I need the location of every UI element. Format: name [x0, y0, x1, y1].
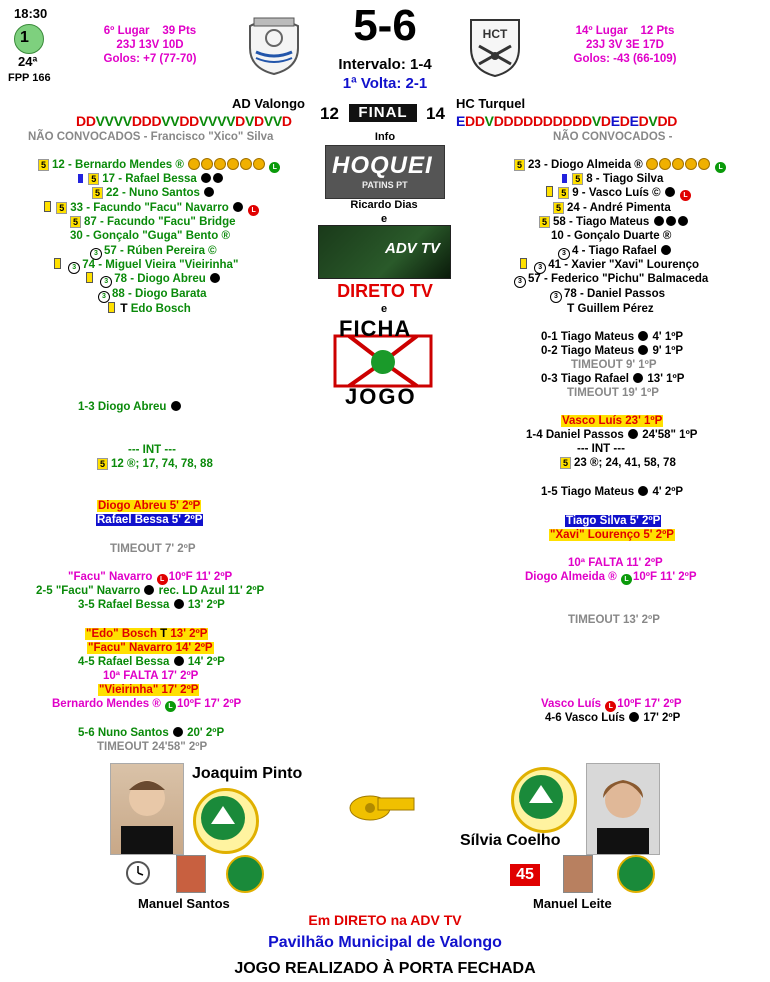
away-record: 23J 3V 3E 17D: [585, 39, 664, 51]
goal-ball-icon: [633, 373, 643, 383]
form-letter: V: [113, 113, 123, 129]
yellow-card-icon: [546, 186, 553, 197]
form-letter: D: [76, 113, 86, 129]
shot-clock-value: 45: [516, 866, 534, 883]
home-not-called: NÃO CONVOCADOS - Francisco "Xico" Silva: [28, 131, 274, 143]
away-stats: [545, 24, 705, 66]
form-letter: V: [226, 113, 236, 129]
three-circle-icon: 3: [514, 276, 526, 288]
home-player-88[interactable]: 3 88 - Diogo Barata: [96, 287, 207, 303]
green-l-icon: L: [621, 574, 632, 585]
official-badge-2: [617, 855, 655, 893]
three-circle-icon: 3: [534, 262, 546, 274]
coach-t-icon: T: [567, 301, 575, 315]
home-player-33[interactable]: 5 33 - Facundo "Facu" Navarro L: [44, 201, 260, 216]
referee-photo-1: [110, 763, 184, 855]
goal-ball-icon: [678, 216, 688, 226]
goal-ball-icon: [638, 486, 648, 496]
away-player-57[interactable]: 3 57 - Federico "Pichu" Balmaceda: [512, 272, 708, 288]
form-letter: D: [667, 113, 678, 129]
home-player-74[interactable]: 3 74 - Miguel Vieira "Vieirinha": [54, 258, 238, 274]
event-home-int-players: 5 12 ®; 17, 74, 78, 88: [97, 457, 213, 471]
patins-text: PATINS PT: [362, 180, 408, 190]
green-l-icon: L: [269, 162, 280, 173]
five-badge: 5: [70, 216, 81, 228]
goal-ball-icon: [174, 656, 184, 666]
form-letter: E: [610, 113, 620, 129]
goal-ball-icon: [654, 216, 664, 226]
credit-and-1: e: [380, 213, 388, 225]
form-letter: D: [254, 113, 264, 129]
home-player-count: 12: [320, 104, 339, 123]
away-position: 14º Lugar: [575, 25, 628, 37]
official-badge-1: [226, 855, 264, 893]
referee-badge-2: [511, 767, 577, 833]
event-home-timeout-24: TIMEOUT 24'58" 2ºP: [97, 741, 208, 753]
form-letter: V: [208, 113, 218, 129]
home-position: 6º Lugar: [103, 25, 150, 37]
adv-tv-text: ADV TV: [384, 240, 440, 257]
score: 5-6: [353, 1, 417, 50]
event-away-1-5: 1-5 Tiago Mateus 4' 2ºP: [541, 486, 684, 498]
hoquei-text: HOQUEI: [332, 152, 433, 179]
form-letter: V: [170, 113, 180, 129]
form-letter: D: [503, 113, 514, 129]
green-l-icon: L: [715, 162, 726, 173]
footer-venue: Pavilhão Municipal de Valongo: [268, 934, 502, 951]
home-coach[interactable]: T Edo Bosch: [108, 301, 191, 316]
five-badge: 5: [558, 187, 569, 199]
yellow-card-icon: [520, 258, 527, 269]
form-letter: V: [161, 113, 171, 129]
form-letter: D: [542, 113, 553, 129]
form-letter: D: [552, 113, 563, 129]
event-home-2-5: 2-5 "Facu" Navarro rec. LD Azul 11' 2ºP: [36, 585, 265, 597]
goal-ball-icon: [213, 173, 223, 183]
form-letter: D: [179, 113, 190, 129]
event-home-int: --- INT ---: [128, 444, 176, 456]
event-away-card-silva: Tiago Silva 5' 2ºP: [566, 515, 661, 527]
goal-ball-icon: [629, 712, 639, 722]
away-points: 12 Pts: [640, 25, 675, 37]
form-letter: D: [523, 113, 533, 129]
form-letter: D: [465, 113, 475, 129]
gold-ball-icon: [227, 158, 239, 170]
gold-ball-icon: [659, 158, 671, 170]
goal-ball-icon: [201, 173, 211, 183]
event-away-0-2: 0-2 Tiago Mateus 9' 1ºP: [541, 345, 684, 357]
three-circle-icon: 3: [98, 291, 110, 303]
form-letter: V: [648, 113, 658, 129]
clock-icon: [125, 860, 151, 889]
three-circle-icon: 3: [558, 248, 570, 260]
gold-ball-icon: [253, 158, 265, 170]
form-letter: V: [484, 113, 494, 129]
five-badge: 5: [572, 173, 583, 185]
event-home-edo: "Edo" Bosch T 13' 2ºP: [86, 628, 208, 640]
event-away-card-xavi: "Xavi" Lourenço 5' 2ºP: [550, 529, 674, 541]
form-letter: D: [141, 113, 152, 129]
form-letter: D: [532, 113, 543, 129]
event-home-1-3: 1-3 Diogo Abreu: [78, 400, 182, 414]
footer-closed-doors: JOGO REALIZADO À PORTA FECHADA: [234, 960, 536, 977]
official-photo-1: [176, 855, 206, 893]
event-away-0-1: 0-1 Tiago Mateus 4' 1ºP: [541, 331, 684, 343]
event-away-int: --- INT ---: [577, 443, 625, 455]
away-player-23[interactable]: 5 23 - Diogo Almeida ® L: [514, 158, 727, 173]
goal-ball-icon: [628, 429, 638, 439]
event-home-card-bessa: Rafael Bessa 5' 2ºP: [97, 514, 203, 526]
three-circle-icon: 3: [90, 248, 102, 260]
gold-ball-icon: [646, 158, 658, 170]
halftime-score: Intervalo: 1-4: [338, 56, 432, 73]
form-letter: E: [456, 113, 466, 129]
yellow-card-icon: [86, 272, 93, 283]
home-goals: Golos: +7 (77-70): [103, 53, 197, 65]
goal-ball-icon: [233, 202, 243, 212]
away-crest: [465, 12, 525, 78]
form-letter: V: [591, 113, 601, 129]
event-away-1-4: 1-4 Daniel Passos 24'58" 1ºP: [526, 429, 698, 441]
gold-ball-icon: [685, 158, 697, 170]
first-leg-score: 1ª Volta: 2-1: [342, 75, 428, 92]
away-player-24[interactable]: 5 24 - André Pimenta: [553, 201, 671, 215]
event-home-facu-10f: "Facu" Navarro L 10ºF 11' 2ºP: [68, 571, 233, 583]
home-team-name: AD Valongo: [232, 96, 305, 111]
goal-ball-icon: [210, 273, 220, 283]
home-player-78[interactable]: 3 78 - Diogo Abreu: [86, 272, 221, 288]
yellow-card-icon: [44, 201, 51, 212]
away-not-called: NÃO CONVOCADOS -: [553, 131, 673, 143]
round-number: 1: [20, 29, 29, 46]
form-letter: D: [582, 113, 592, 129]
gold-ball-icon: [672, 158, 684, 170]
ficha-text: FICHA: [339, 316, 412, 341]
referee-badge-1: [193, 788, 259, 854]
home-player-12[interactable]: 5 12 - Bernardo Mendes ® L: [38, 158, 281, 173]
form-letter: V: [95, 113, 105, 129]
gold-ball-icon: [698, 158, 710, 170]
form-letter: D: [131, 113, 142, 129]
form-letter: D: [513, 113, 524, 129]
form-letter: V: [263, 113, 273, 129]
form-letter: D: [657, 113, 668, 129]
gold-ball-icon: [214, 158, 226, 170]
gold-ball-icon: [240, 158, 252, 170]
whistle-icon: [348, 790, 418, 825]
event-home-bernardo: Bernardo Mendes ® L 10ºF 17' 2ºP: [52, 698, 242, 710]
hoquei-patins-logo[interactable]: [325, 145, 445, 199]
three-circle-icon: 3: [550, 291, 562, 303]
yellow-card-icon: [54, 258, 61, 269]
event-home-facu-14: "Facu" Navarro 14' 2ºP: [88, 642, 213, 654]
info-label: Info: [374, 131, 396, 143]
five-badge: 5: [38, 159, 49, 171]
form-letter: D: [85, 113, 96, 129]
coach-t-icon: T: [160, 628, 168, 640]
form-letter: D: [235, 113, 245, 129]
form-letter: V: [272, 113, 282, 129]
fpp-code: FPP 166: [8, 72, 51, 84]
goal-ball-icon: [173, 727, 183, 737]
five-badge: 5: [539, 216, 550, 228]
away-player-58[interactable]: 5 58 - Tiago Mateus: [539, 215, 689, 229]
home-record: 23J 13V 10D: [116, 39, 184, 51]
event-away-int-players: 5 23 ®; 24, 41, 58, 78: [560, 456, 676, 470]
five-badge: 5: [553, 202, 564, 214]
form-letter: D: [562, 113, 573, 129]
credit-and-2: e: [380, 303, 388, 315]
blue-card-icon: [562, 174, 567, 183]
form-letter: V: [244, 113, 255, 129]
round-badge: [14, 24, 44, 54]
form-letter: D: [151, 113, 162, 129]
event-home-4-5: 4-5 Rafael Bessa 14' 2ºP: [78, 656, 225, 668]
home-player-17[interactable]: 5 17 - Rafael Bessa: [78, 172, 224, 186]
five-badge: 5: [514, 159, 525, 171]
home-player-30[interactable]: 30 - Gonçalo "Guga" Bento ®: [70, 230, 230, 242]
form-letter: V: [217, 113, 227, 129]
event-home-5-6: 5-6 Nuno Santos 20' 2ºP: [78, 727, 225, 739]
event-home-10-falta: 10ª FALTA 17' 2ºP: [103, 670, 199, 682]
event-home-card-abreu: Diogo Abreu 5' 2ºP: [98, 500, 201, 512]
goal-ball-icon: [174, 599, 184, 609]
event-away-diogo: Diogo Almeida ® L 10ºF 11' 2ºP: [525, 571, 697, 583]
away-coach[interactable]: T Guillem Pérez: [567, 301, 654, 315]
credit-name: Ricardo Dias: [350, 199, 418, 211]
three-circle-icon: 3: [68, 262, 80, 274]
gold-ball-icon: [201, 158, 213, 170]
form-letter: D: [474, 113, 485, 129]
away-form: [456, 113, 677, 129]
red-l-icon: L: [157, 574, 168, 585]
referee-2-name: Sílvia Coelho: [460, 832, 561, 849]
ficha-jogo-logo[interactable]: [331, 316, 435, 408]
form-letter: D: [493, 113, 504, 129]
away-player-count: 14: [426, 104, 445, 123]
referee-photo-2: [586, 763, 660, 855]
five-badge: 5: [88, 173, 99, 185]
match-time: 18:30: [14, 6, 48, 21]
shot-clock: [510, 864, 540, 886]
event-away-vasco-10f: Vasco Luís L 10ºF 17' 2ºP: [541, 698, 682, 710]
red-l-icon: L: [248, 205, 259, 216]
five-badge: 5: [92, 187, 103, 199]
event-away-vasco-card: Vasco Luís 23' 1ºP: [562, 415, 663, 427]
event-home-vieirinha: "Vieirinha" 17' 2ºP: [99, 684, 199, 696]
goal-ball-icon: [204, 187, 214, 197]
form-letter: E: [629, 113, 639, 129]
home-player-57[interactable]: 3 57 - Rúben Pereira ©: [88, 244, 217, 260]
jogo-text: JOGO: [345, 384, 417, 409]
green-l-icon: L: [165, 701, 176, 712]
official-1-name: Manuel Santos: [138, 896, 230, 911]
gold-ball-icon: [188, 158, 200, 170]
final-badge: [349, 104, 417, 122]
goal-ball-icon: [638, 331, 648, 341]
goal-ball-icon: [665, 187, 675, 197]
goal-ball-icon: [661, 245, 671, 255]
goal-ball-icon: [638, 345, 648, 355]
away-player-10[interactable]: 10 - Gonçalo Duarte ®: [551, 230, 672, 242]
official-photo-2: [563, 855, 593, 893]
form-letter: V: [122, 113, 132, 129]
event-away-timeout-9: TIMEOUT 9' 1ºP: [571, 359, 657, 371]
event-away-timeout-13: TIMEOUT 13' 2ºP: [568, 614, 660, 626]
adv-tv-logo[interactable]: [318, 225, 451, 279]
home-player-87[interactable]: 5 87 - Facundo "Facu" Bridge: [70, 215, 236, 229]
home-crest: [244, 12, 304, 76]
home-points: 39 Pts: [162, 25, 197, 37]
red-l-icon: L: [605, 701, 616, 712]
event-home-3-5: 3-5 Rafael Bessa 13' 2ºP: [78, 599, 225, 611]
event-away-timeout-19: TIMEOUT 19' 1ºP: [567, 387, 659, 399]
official-2-name: Manuel Leite: [533, 896, 612, 911]
goal-ball-icon: [144, 585, 154, 595]
away-goals: Golos: -43 (66-109): [573, 53, 677, 65]
footer-direct: Em DIRETO na ADV TV: [308, 912, 462, 928]
form-letter: D: [189, 113, 199, 129]
event-away-0-3: 0-3 Tiago Rafael 13' 1ºP: [541, 373, 685, 385]
away-player-78[interactable]: 3 78 - Daniel Passos: [548, 287, 665, 303]
away-player-41[interactable]: 3 41 - Xavier "Xavi" Lourenço: [520, 258, 699, 274]
svg-text:HCT: HCT: [482, 27, 508, 41]
form-letter: D: [281, 113, 292, 129]
form-letter: V: [198, 113, 209, 129]
goal-ball-icon: [666, 216, 676, 226]
red-l-icon: L: [680, 190, 691, 201]
form-letter: D: [572, 113, 583, 129]
home-stats: [70, 24, 230, 66]
away-player-8[interactable]: 5 8 - Tiago Silva: [562, 172, 663, 186]
final-label: FINAL: [358, 104, 408, 121]
form-letter: D: [638, 113, 649, 129]
event-away-4-6: 4-6 Vasco Luís 17' 2ºP: [545, 712, 681, 724]
direct-tv-label: DIRETO TV: [337, 281, 433, 301]
form-letter: V: [104, 113, 114, 129]
event-home-timeout-7: TIMEOUT 7' 2ºP: [110, 543, 196, 555]
away-team-name: HC Turquel: [456, 96, 526, 111]
goal-ball-icon: [171, 401, 181, 411]
round-label: 24ª: [18, 54, 38, 69]
home-player-22[interactable]: 5 22 - Nuno Santos: [92, 186, 215, 200]
yellow-card-icon: [108, 302, 115, 313]
away-player-9[interactable]: 5 9 - Vasco Luís © L: [546, 186, 692, 201]
form-letter: D: [619, 113, 630, 129]
home-form: [76, 113, 292, 129]
blue-card-icon: [78, 174, 83, 183]
away-player-4[interactable]: 3 4 - Tiago Rafael: [556, 244, 672, 260]
event-away-10-falta: 10ª FALTA 11' 2ºP: [568, 557, 663, 569]
form-letter: D: [600, 113, 611, 129]
three-circle-icon: 3: [100, 276, 112, 288]
coach-t-icon: T: [120, 301, 128, 315]
five-badge: 5: [56, 202, 67, 214]
referee-1-name: Joaquim Pinto: [192, 765, 303, 782]
